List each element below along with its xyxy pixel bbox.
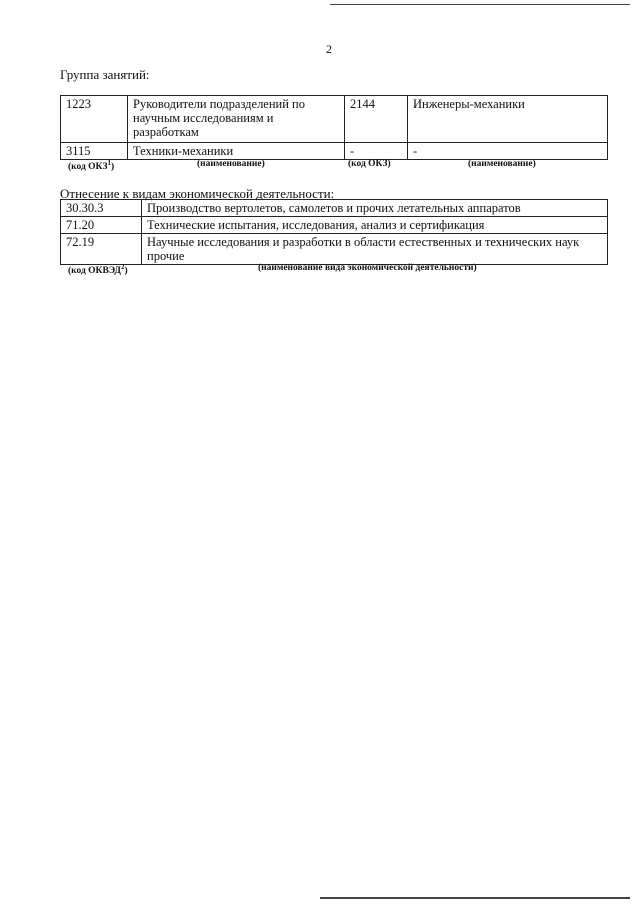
name-caption: (наименование) bbox=[197, 159, 265, 169]
footnote-mark: 2 bbox=[120, 263, 125, 271]
bottom-edge-line bbox=[320, 897, 630, 899]
economic-activity-table bbox=[60, 199, 608, 265]
top-edge-line bbox=[330, 4, 630, 5]
okved-code-caption bbox=[68, 263, 128, 276]
occupation-name-cell: Руководители подразделений по научным исследованиям и разработкам bbox=[128, 96, 345, 143]
okz-code-cell: - bbox=[345, 143, 408, 160]
okved-code-cell: 30.30.3 bbox=[61, 200, 142, 217]
occupation-name-cell: - bbox=[408, 143, 608, 160]
caption-text: ) bbox=[124, 266, 128, 277]
occupation-group-title: Группа занятий: bbox=[60, 67, 150, 82]
table-row bbox=[61, 234, 608, 265]
occupation-table bbox=[60, 95, 608, 160]
caption-text: (код ОКЗ bbox=[68, 162, 108, 173]
table-row bbox=[61, 96, 608, 143]
occupation-name-cell: Инженеры-механики bbox=[408, 96, 608, 143]
okz-code-cell: 1223 bbox=[61, 96, 128, 143]
activity-name-caption: (наименование вида экономической деятельности) bbox=[258, 263, 477, 273]
activity-name-cell: Научные исследования и разработки в области естественных и технических наук прочие bbox=[142, 234, 608, 265]
caption-text: (код ОКВЭД bbox=[68, 266, 121, 277]
name-caption: (наименование) bbox=[468, 159, 536, 169]
footnote-mark: 1 bbox=[107, 159, 111, 167]
economic-activity-title: Отнесение к видам экономической деятельности: bbox=[60, 186, 335, 201]
occupation-name-cell: Техники-механики bbox=[128, 143, 345, 160]
page-number: 2 bbox=[326, 42, 332, 56]
table-row bbox=[61, 143, 608, 160]
activity-name-cell: Технические испытания, исследования, анализ и сертификация bbox=[142, 217, 608, 234]
okved-code-cell: 71.20 bbox=[61, 217, 142, 234]
okz-code-cell: 2144 bbox=[345, 96, 408, 143]
table-row bbox=[61, 217, 608, 234]
activity-name-cell: Производство вертолетов, самолетов и прочих летательных аппаратов bbox=[142, 200, 608, 217]
okz-code-caption bbox=[68, 159, 114, 172]
caption-text: ) bbox=[110, 162, 115, 173]
table-row bbox=[61, 200, 608, 217]
okved-code-cell: 72.19 bbox=[61, 234, 142, 265]
okz-code-caption: (код ОКЗ) bbox=[348, 159, 391, 169]
okz-code-cell: 3115 bbox=[61, 143, 128, 160]
